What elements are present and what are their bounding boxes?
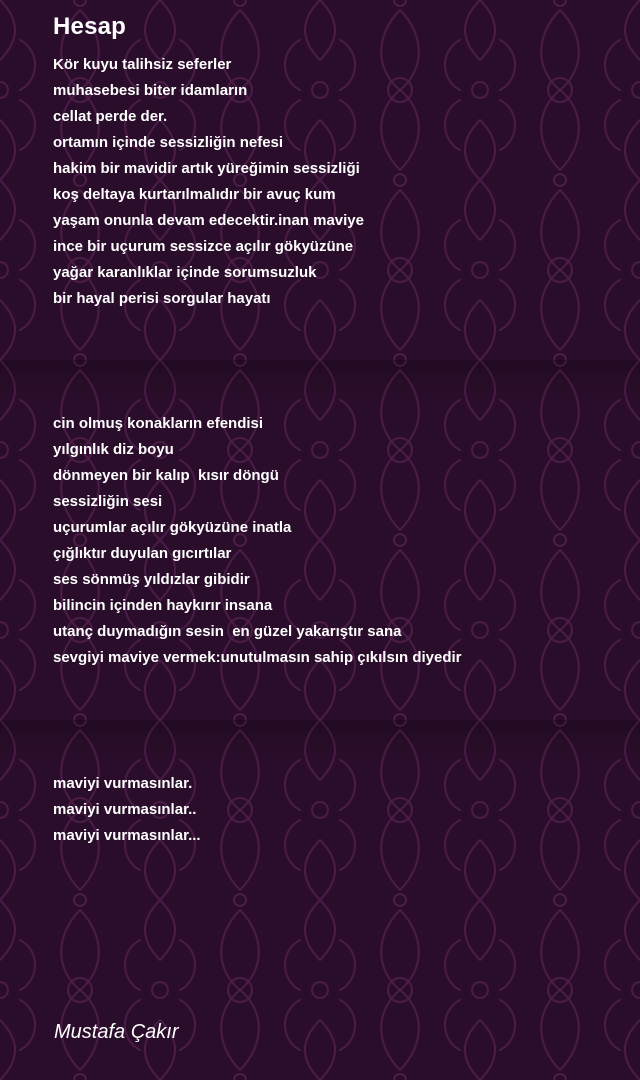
- poem-line: dönmeyen bir kalıp kısır döngü: [53, 467, 279, 484]
- poem-line: sevgiyi maviye vermek:unutulmasın sahip çıkılsın diyedir: [53, 649, 462, 666]
- poem-line: yılgınlık diz boyu: [53, 441, 174, 458]
- poem-line: bir hayal perisi sorgular hayatı: [53, 290, 271, 307]
- poem-line: hakim bir mavidir artık yüreğimin sessizliği: [53, 160, 360, 177]
- stanza-2: [53, 411, 613, 671]
- stanza-3: [53, 771, 613, 849]
- stanza-1: [53, 52, 613, 312]
- poem-line: maviyi vurmasınlar..: [53, 801, 197, 818]
- poem-line: sessizliğin sesi: [53, 493, 163, 510]
- poem-line: cellat perde der.: [53, 108, 168, 125]
- poem-line: bilincin içinden haykırır insana: [53, 597, 273, 614]
- poem-title: Hesap: [53, 13, 127, 40]
- poem-line: ortamın içinde sessizliğin nefesi: [53, 134, 284, 151]
- poem-line: çığlıktır duyulan gıcırtılar: [53, 545, 232, 562]
- poem-line: koş deltaya kurtarılmalıdır bir avuç kum: [53, 186, 336, 203]
- poem-line: maviyi vurmasınlar...: [53, 827, 201, 844]
- poem-line: Kör kuyu talihsiz seferler: [53, 56, 232, 73]
- poem-line: muhasebesi biter idamların: [53, 82, 248, 99]
- poem-line: uçurumlar açılır gökyüzüne inatla: [53, 519, 292, 536]
- poem-line: yağar karanlıklar içinde sorumsuzluk: [53, 264, 317, 281]
- poem-line: maviyi vurmasınlar.: [53, 775, 193, 792]
- poem-author: Mustafa Çakır: [54, 1021, 179, 1043]
- poem-line: ses sönmüş yıldızlar gibidir: [53, 571, 250, 588]
- poem-line: ince bir uçurum sessizce açılır gökyüzüne: [53, 238, 354, 255]
- poem-line: yaşam onunla devam edecektir.inan maviye: [53, 212, 364, 229]
- poem-line: utanç duymadığın sesin en güzel yakarıştır sana: [53, 623, 402, 640]
- poem-line: cin olmuş konakların efendisi: [53, 415, 264, 432]
